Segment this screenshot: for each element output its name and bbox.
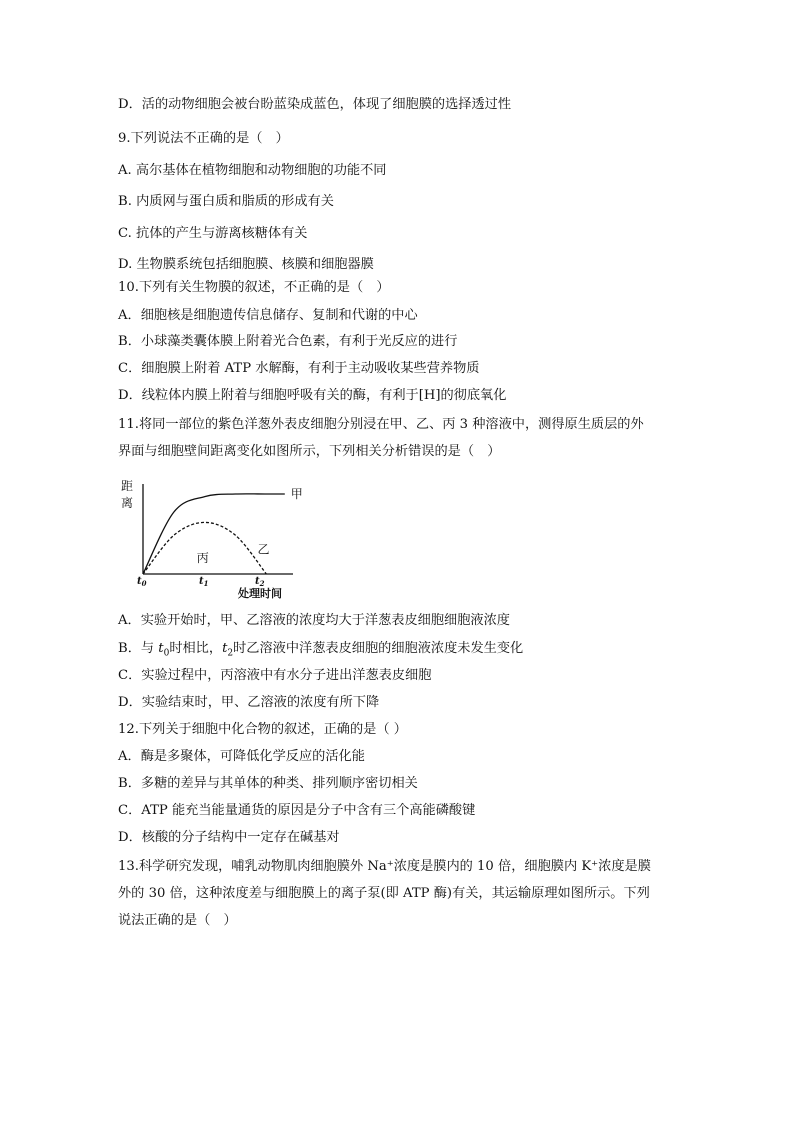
q12-option-c: C．ATP 能充当能量通货的原因是分子中含有三个高能磷酸键 <box>118 803 476 818</box>
q11-option-c: C．实验过程中，丙溶液中有水分子进出洋葱表皮细胞 <box>118 668 432 683</box>
q12-option-d: D．核酸的分子结构中一定存在碱基对 <box>118 830 340 845</box>
q10-option-c: C．细胞膜上附着 ATP 水解酶，有利于主动吸收某些营养物质 <box>118 361 480 376</box>
q11-b-sub2: 2 <box>227 648 234 659</box>
q11-b-suffix: 时乙溶液中洋葱表皮细胞的细胞液浓度未发生变化 <box>233 641 524 656</box>
q13-line2: 外的 30 倍，这种浓度差与细胞膜上的离子泵(即 ATP 酶)有关，其运输原理如图所示。下列 <box>118 886 650 901</box>
x-tick-t2: $t_2$ <box>255 576 265 588</box>
y-label-top: 距 <box>121 479 134 493</box>
q11-b-sub0: 0 <box>163 648 170 659</box>
x-tick-t0: $t_0$ <box>137 576 147 588</box>
q11-option-a: A．实验开始时，甲、乙溶液的浓度均大于洋葱表皮细胞细胞液浓度 <box>118 613 510 628</box>
q9-option-c: C. 抗体的产生与游离核糖体有关 <box>118 226 308 241</box>
q9-option-d: D. 生物膜系统包括细胞膜、核膜和细胞器膜 <box>118 257 374 272</box>
q11-stem-line1: 11.将同一部位的紫色洋葱外表皮细胞分别浸在甲、乙、丙 3 种溶液中，测得原生质层的外 <box>118 417 644 432</box>
q11-b-t2: t <box>222 641 228 656</box>
q11-b-t0: t <box>158 641 164 656</box>
q10-option-b: B．小球藻类囊体膜上附着光合色素，有利于光反应的进行 <box>118 334 458 349</box>
q13-line3: 说法正确的是（ ） <box>118 913 237 928</box>
x-tick-t1: $t_1$ <box>199 576 209 588</box>
x-axis-label: 处理时间 <box>238 587 282 600</box>
series-line-1 <box>143 494 285 574</box>
q11-stem-line2: 界面与细胞壁间距离变化如图所示，下列相关分析错误的是（ ） <box>118 444 501 459</box>
q12-stem: 12.下列关于细胞中化合物的叙述，正确的是（ ） <box>118 722 407 737</box>
y-label-bottom: 离 <box>121 496 134 510</box>
q11-option-d: D．实验结束时，甲、乙溶液的浓度有所下降 <box>118 695 380 710</box>
q13-line1: 13.科学研究发现，哺乳动物肌肉细胞膜外 Na⁺浓度是膜内的 10 倍，细胞膜内 K⁺浓度是膜 <box>118 859 651 874</box>
q8-option-d: D．活的动物细胞会被台盼蓝染成蓝色，体现了细胞膜的选择透过性 <box>118 97 512 112</box>
q9-option-b: B. 内质网与蛋白质和脂质的形成有关 <box>118 194 334 209</box>
q9-stem: 9.下列说法不正确的是（ ） <box>118 131 289 146</box>
series-label-1: 甲 <box>290 487 303 501</box>
series-label-2: 乙 <box>257 542 270 557</box>
distance-time-chart <box>118 478 303 600</box>
q12-option-b: B．多糖的差异与其单体的种类、排列顺序密切相关 <box>118 776 418 791</box>
q10-option-d: D．线粒体内膜上附着与细胞呼吸有关的酶，有利于[H]的彻底氧化 <box>118 388 507 403</box>
q9-option-a: A. 高尔基体在植物细胞和动物细胞的功能不同 <box>118 163 387 178</box>
q11-b-middle: 时相比， <box>169 641 223 656</box>
q11-b-prefix: B．与 <box>118 641 159 656</box>
q10-stem: 10.下列有关生物膜的叙述，不正确的是（ ） <box>118 280 390 295</box>
q10-option-a: A．细胞核是细胞遗传信息储存、复制和代谢的中心 <box>118 308 418 323</box>
series-label-3: 丙 <box>196 551 209 565</box>
q12-option-a: A．酶是多聚体，可降低化学反应的活化能 <box>118 749 365 764</box>
q11-option-b <box>118 640 523 663</box>
series-line-2 <box>143 522 266 574</box>
